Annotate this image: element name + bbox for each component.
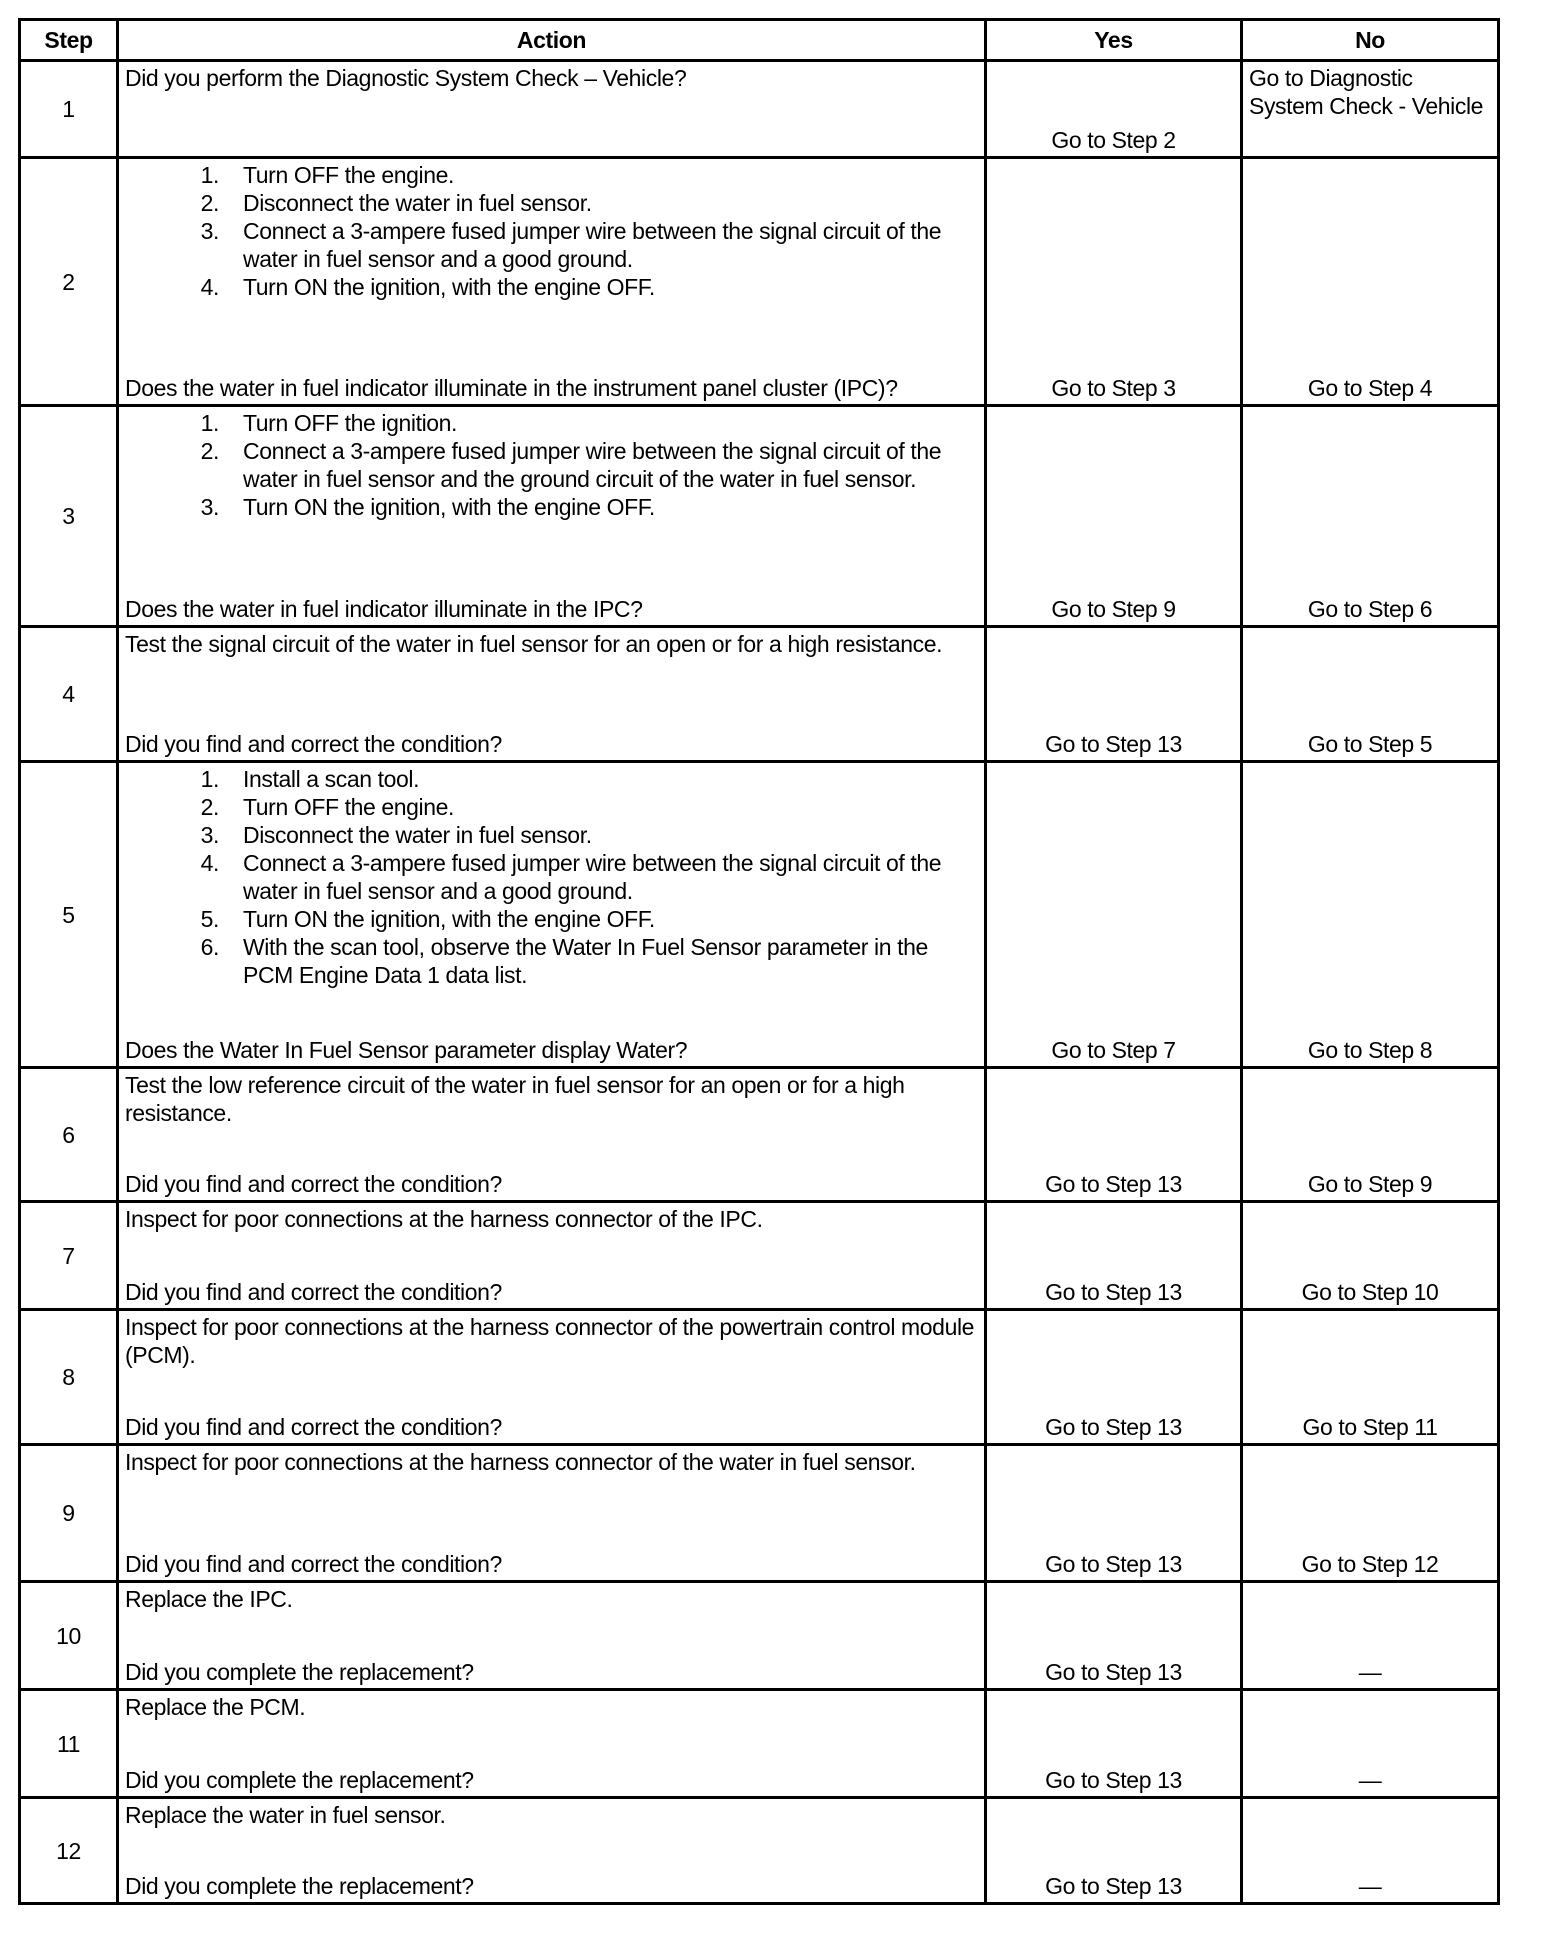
question-text: Did you complete the replacement? [125,1659,474,1685]
step-number: 12 [20,1798,118,1904]
step-number: 6 [20,1068,118,1202]
step-number: 10 [20,1582,118,1690]
question-text: Did you complete the replacement? [125,1873,474,1899]
action-cell [118,1798,986,1904]
table-row [20,1798,1499,1904]
procedure-step: 5. Turn ON the ignition, with the engine OFF. [225,905,978,933]
action-cell [118,627,986,762]
header-action: Action [118,20,986,61]
action-text: Inspect for poor connections at the harness connector of the powertrain control module (PCM). [125,1314,975,1368]
yes-result: Go to Step 13 [986,1445,1242,1582]
procedure-step: 1. Turn OFF the engine. [225,161,978,189]
procedure-step: 4. Turn ON the ignition, with the engine OFF. [225,273,978,301]
procedure-step: 4. Connect a 3-ampere fused jumper wire between the signal circuit of the water in fuel sensor and a good ground. [225,849,978,905]
no-result: — [1242,1690,1499,1798]
question-text: Did you find and correct the condition? [125,1279,502,1305]
header-no: No [1242,20,1499,61]
question-text: Did you find and correct the condition? [125,1414,502,1440]
header-yes: Yes [986,20,1242,61]
no-result: Go to Step 4 [1242,158,1499,406]
action-text: Inspect for poor connections at the harness connector of the IPC. [125,1206,763,1232]
yes-result: Go to Step 13 [986,1798,1242,1904]
table-row [20,1202,1499,1310]
action-text: Did you perform the Diagnostic System Check – Vehicle? [125,65,687,91]
procedure-step: 3. Turn ON the ignition, with the engine OFF. [225,493,978,521]
action-cell [118,1202,986,1310]
table-row [20,61,1499,158]
procedure-step: 2. Disconnect the water in fuel sensor. [225,189,978,217]
action-text: Replace the PCM. [125,1694,306,1720]
table-row [20,1690,1499,1798]
step-number: 9 [20,1445,118,1582]
yes-result: Go to Step 13 [986,1068,1242,1202]
procedure-list [125,765,978,989]
diagnostic-table [18,18,1500,1905]
question-text: Does the water in fuel indicator illuminate in the instrument panel cluster (IPC)? [125,375,898,401]
question-text: Did you find and correct the condition? [125,1171,502,1197]
procedure-step: 1. Install a scan tool. [225,765,978,793]
yes-result: Go to Step 7 [986,762,1242,1068]
action-cell [118,1068,986,1202]
no-result: Go to Step 9 [1242,1068,1499,1202]
table-row [20,1582,1499,1690]
question-text: Did you find and correct the condition? [125,731,502,757]
procedure-step: 6. With the scan tool, observe the Water In Fuel Sensor parameter in the PCM Engine Data 1 data list. [225,933,978,989]
action-text: Inspect for poor connections at the harness connector of the water in fuel sensor. [125,1449,916,1475]
table-row [20,1445,1499,1582]
action-cell [118,762,986,1068]
step-number: 5 [20,762,118,1068]
question-text: Does the Water In Fuel Sensor parameter display Water? [125,1037,688,1063]
table-row [20,158,1499,406]
step-number: 4 [20,627,118,762]
question-text: Did you find and correct the condition? [125,1551,502,1577]
no-result: Go to Step 6 [1242,406,1499,627]
yes-result: Go to Step 13 [986,1582,1242,1690]
procedure-list [125,161,978,301]
yes-result: Go to Step 13 [986,627,1242,762]
action-cell [118,1582,986,1690]
action-cell [118,1690,986,1798]
no-result: Go to Step 12 [1242,1445,1499,1582]
action-cell [118,406,986,627]
yes-result: Go to Step 13 [986,1202,1242,1310]
header-row [20,20,1499,61]
no-result: Go to Step 5 [1242,627,1499,762]
action-text: Replace the water in fuel sensor. [125,1802,446,1828]
table-row [20,1310,1499,1445]
yes-result: Go to Step 13 [986,1310,1242,1445]
procedure-step: 3. Connect a 3-ampere fused jumper wire between the signal circuit of the water in fuel sensor and a good ground. [225,217,978,273]
no-result: Go to Step 8 [1242,762,1499,1068]
step-number: 3 [20,406,118,627]
step-number: 8 [20,1310,118,1445]
step-number: 2 [20,158,118,406]
procedure-step: 1. Turn OFF the ignition. [225,409,978,437]
table-row [20,1068,1499,1202]
action-text: Replace the IPC. [125,1586,293,1612]
yes-result: Go to Step 3 [986,158,1242,406]
question-text: Did you complete the replacement? [125,1767,474,1793]
step-number: 7 [20,1202,118,1310]
action-cell [118,61,986,158]
procedure-step: 3. Disconnect the water in fuel sensor. [225,821,978,849]
action-cell [118,1310,986,1445]
no-result: Go to Step 11 [1242,1310,1499,1445]
no-result: Go to Diagnostic System Check - Vehicle [1242,61,1499,158]
header-step: Step [20,20,118,61]
no-result: — [1242,1582,1499,1690]
no-result: Go to Step 10 [1242,1202,1499,1310]
procedure-step: 2. Turn OFF the engine. [225,793,978,821]
no-result: — [1242,1798,1499,1904]
step-number: 1 [20,61,118,158]
action-cell [118,1445,986,1582]
yes-result: Go to Step 9 [986,406,1242,627]
table-row [20,406,1499,627]
yes-result: Go to Step 2 [986,61,1242,158]
procedure-list [125,409,978,521]
action-text: Test the signal circuit of the water in fuel sensor for an open or for a high resistance. [125,631,943,657]
yes-result: Go to Step 13 [986,1690,1242,1798]
table-row [20,627,1499,762]
action-text: Test the low reference circuit of the water in fuel sensor for an open or for a high resistance. [125,1072,905,1126]
question-text: Does the water in fuel indicator illuminate in the IPC? [125,596,643,622]
action-cell [118,158,986,406]
table-row [20,762,1499,1068]
procedure-step: 2. Connect a 3-ampere fused jumper wire between the signal circuit of the water in fuel sensor and the ground circuit of the water in fuel sensor. [225,437,978,493]
step-number: 11 [20,1690,118,1798]
